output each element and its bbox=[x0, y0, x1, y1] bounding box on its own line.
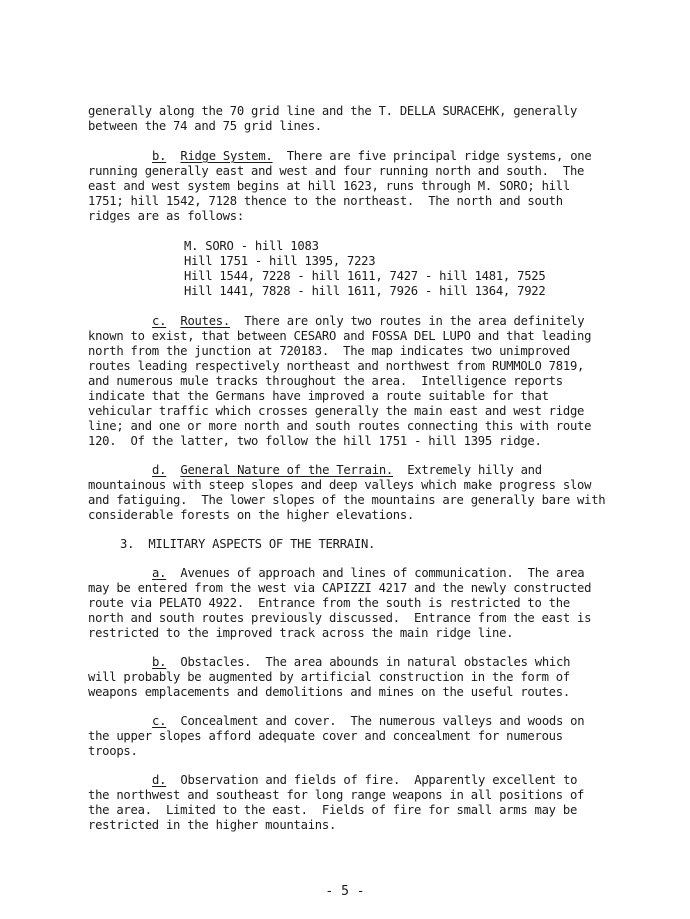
paragraph-text: Obstacles. The area abounds in natural obstacles which bbox=[180, 655, 571, 669]
subsection-letter: a. bbox=[152, 566, 167, 580]
paragraph-line: troops. bbox=[88, 744, 138, 758]
paragraph-line: 120. Of the latter, two follow the hill 1751 - hill 1395 ridge. bbox=[88, 434, 542, 448]
ridge-list-item: Hill 1544, 7228 - hill 1611, 7427 - hill 1481, 7525 bbox=[184, 269, 546, 283]
ridge-list-item: Hill 1751 - hill 1395, 7223 bbox=[184, 254, 376, 268]
paragraph-line: weapons emplacements and demolitions and mines on the useful routes. bbox=[88, 685, 570, 699]
paragraph-text: There are only two routes in the area definitely bbox=[244, 314, 585, 328]
subsection-letter: b. bbox=[152, 149, 167, 163]
subsection-b-first-line bbox=[152, 149, 591, 164]
paragraph-line: and numerous mule tracks throughout the area. Intelligence reports bbox=[88, 374, 563, 388]
paragraph-line: the upper slopes afford adequate cover and concealment for numerous bbox=[88, 729, 563, 743]
paragraph-line: north and south routes previously discussed. Entrance from the east is bbox=[88, 611, 592, 625]
paragraph-line: considerable forests on the higher elevations. bbox=[88, 508, 415, 522]
paragraph-text: Extremely hilly and bbox=[407, 463, 542, 477]
subsection-heading: Routes. bbox=[180, 314, 230, 328]
subsection-d-first-line bbox=[152, 463, 542, 478]
subsection-c2-first-line bbox=[152, 714, 584, 729]
paragraph-line: ridges are as follows: bbox=[88, 209, 244, 223]
subsection-letter: c. bbox=[152, 314, 167, 328]
paragraph-line: line; and one or more north and south routes connecting this with route bbox=[88, 419, 592, 433]
paragraph-line: 1751; hill 1542, 7128 thence to the northeast. The north and south bbox=[88, 194, 563, 208]
paragraph-text: There are five principal ridge systems, one bbox=[286, 149, 592, 163]
paragraph-line: restricted in the higher mountains. bbox=[88, 818, 337, 832]
ridge-list-item: M. SORO - hill 1083 bbox=[184, 239, 319, 253]
paragraph-line: routes leading respectively northeast and northwest from RUMMOLO 7819, bbox=[88, 359, 585, 373]
subsection-d2-first-line bbox=[152, 773, 577, 788]
paragraph-line: will probably be augmented by artificial construction in the form of bbox=[88, 670, 570, 684]
paragraph-line: known to exist, that between CESARO and FOSSA DEL LUPO and that leading bbox=[88, 329, 592, 343]
paragraph-line: mountainous with steep slopes and deep valleys which make progress slow bbox=[88, 478, 592, 492]
subsection-c-first-line bbox=[152, 314, 584, 329]
paragraph-line: east and west system begins at hill 1623, runs through M. SORO; hill bbox=[88, 179, 570, 193]
paragraph-line: between the 74 and 75 grid lines. bbox=[88, 119, 322, 133]
paragraph-line: north from the junction at 720183. The map indicates two unimproved bbox=[88, 344, 570, 358]
subsection-heading: General Nature of the Terrain. bbox=[180, 463, 393, 477]
subsection-a-first-line bbox=[152, 566, 584, 581]
paragraph-text: Avenues of approach and lines of communication. The area bbox=[180, 566, 585, 580]
subsection-heading: Ridge System. bbox=[180, 149, 273, 163]
paragraph-line: the northwest and southeast for long range weapons in all positions of bbox=[88, 788, 585, 802]
subsection-letter: c. bbox=[152, 714, 167, 728]
section-heading: 3. MILITARY ASPECTS OF THE TERRAIN. bbox=[120, 537, 376, 551]
page-number: - 5 - bbox=[325, 884, 365, 899]
paragraph-line: and fatiguing. The lower slopes of the mountains are generally bare with bbox=[88, 493, 606, 507]
paragraph-line: running generally east and west and four running north and south. The bbox=[88, 164, 585, 178]
paragraph-line: restricted to the improved track across the main ridge line. bbox=[88, 626, 514, 640]
paragraph-line: vehicular traffic which crosses generally the main east and west ridge bbox=[88, 404, 585, 418]
paragraph-line: the area. Limited to the east. Fields of fire for small arms may be bbox=[88, 803, 578, 817]
paragraph-line: indicate that the Germans have improved a route suitable for that bbox=[88, 389, 549, 403]
ridge-list-item: Hill 1441, 7828 - hill 1611, 7926 - hill 1364, 7922 bbox=[184, 284, 546, 298]
subsection-b2-first-line bbox=[152, 655, 570, 670]
paragraph-line: may be entered from the west via CAPIZZI 4217 and the newly constructed bbox=[88, 581, 592, 595]
paragraph-text: Concealment and cover. The numerous valleys and woods on bbox=[180, 714, 585, 728]
subsection-letter: b. bbox=[152, 655, 167, 669]
paragraph-line: route via PELATO 4922. Entrance from the south is restricted to the bbox=[88, 596, 570, 610]
paragraph-text: Observation and fields of fire. Apparently excellent to bbox=[180, 773, 578, 787]
subsection-letter: d. bbox=[152, 463, 167, 477]
subsection-letter: d. bbox=[152, 773, 167, 787]
paragraph-line: generally along the 70 grid line and the T. DELLA SURACEHK, generally bbox=[88, 104, 578, 118]
